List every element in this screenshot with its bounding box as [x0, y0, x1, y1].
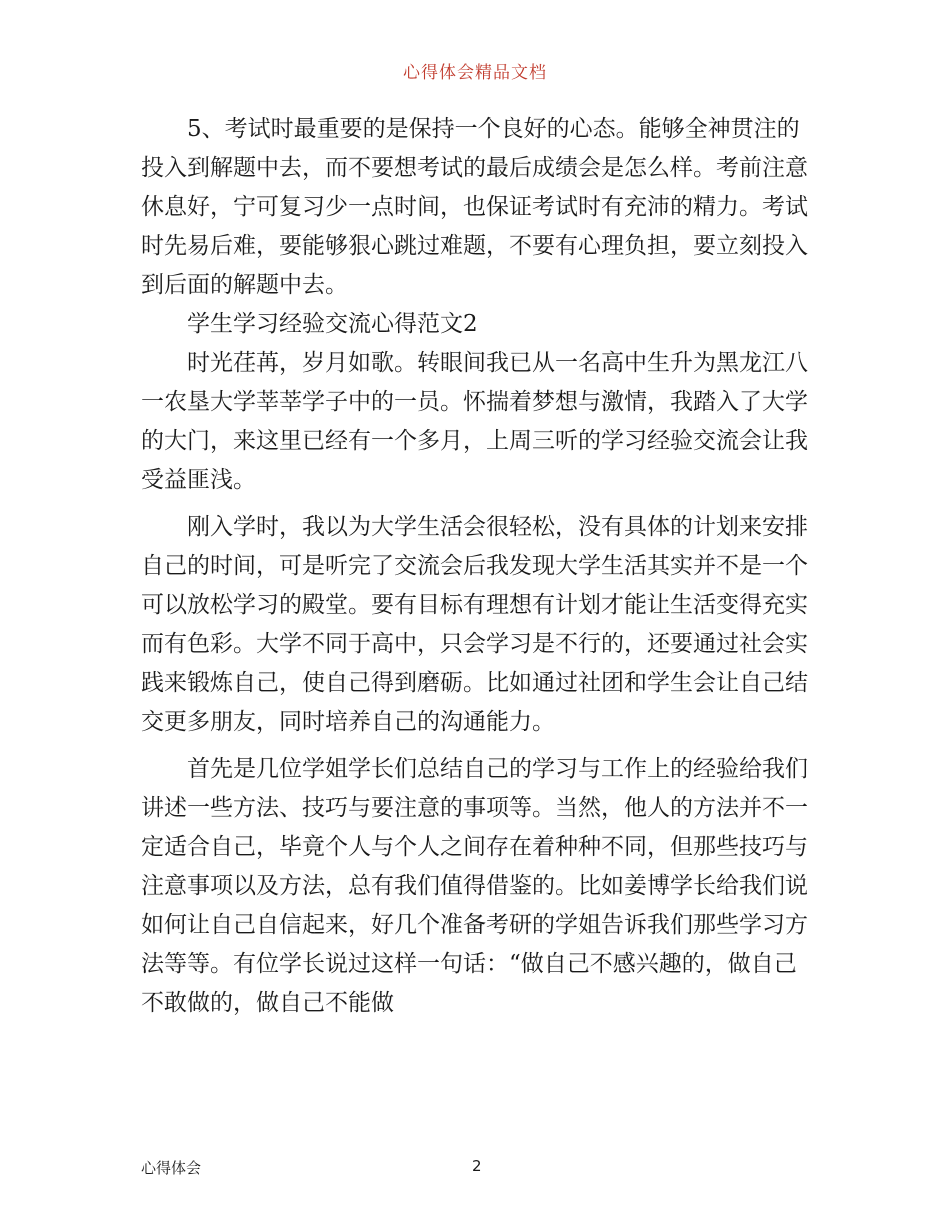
- paragraph-college-life: 刚入学时，我以为大学生活会很轻松，没有具体的计划来安排自己的时间，可是听完了交流会后我发现大学生活其实并不是一个可以放松学习的殿堂。要有目标有理想有计划才能让生活变得充实而有色彩。大学不同于高中，只会学习是不行的，还要通过社会实践来锻炼自己，使自己得到磨砺。比如通过社团和学生会让自己结交更多朋友，同时培养自己的沟通能力。: [141, 514, 808, 735]
- document-body: [141, 110, 811, 1023]
- section-heading: 学生学习经验交流心得范文2: [187, 311, 478, 337]
- page-header: 心得体会精品文档: [403, 63, 547, 83]
- paragraph-exam-mindset: 5、考试时最重要的是保持一个良好的心态。能够全神贯注的投入到解题中去，而不要想考试的最后成绩会是怎么样。考前注意休息好，宁可复习少一点时间，也保证考试时有充沛的精力。考试时先易后难，要能够狠心跳过难题，不要有心理负担，要立刻投入到后面的解题中去。: [141, 116, 808, 298]
- paragraph-seniors-advice: 首先是几位学姐学长们总结自己的学习与工作上的经验给我们讲述一些方法、技巧与要注意的事项等。当然，他人的方法并不一定适合自己，毕竟个人与个人之间存在着种种不同，但那些技巧与注意事项以及方法，总有我们值得借鉴的。比如姜博学长给我们说如何让自己自信起来，好几个准备考研的学姐告诉我们那些学习方法等等。有位学长说过这样一句话：“做自己不感兴趣的，做自己不敢做的，做自己不能做: [141, 756, 808, 1016]
- page-number: 2: [472, 1157, 482, 1175]
- footer-label: 心得体会: [141, 1159, 202, 1177]
- paragraph-intro: 时光荏苒，岁月如歌。转眼间我已从一名高中生升为黑龙江八一农垦大学莘莘学子中的一员。怀揣着梦想与激情，我踏入了大学的大门，来这里已经有一个多月，上周三听的学习经验交流会让我受益匪浅。: [141, 350, 808, 493]
